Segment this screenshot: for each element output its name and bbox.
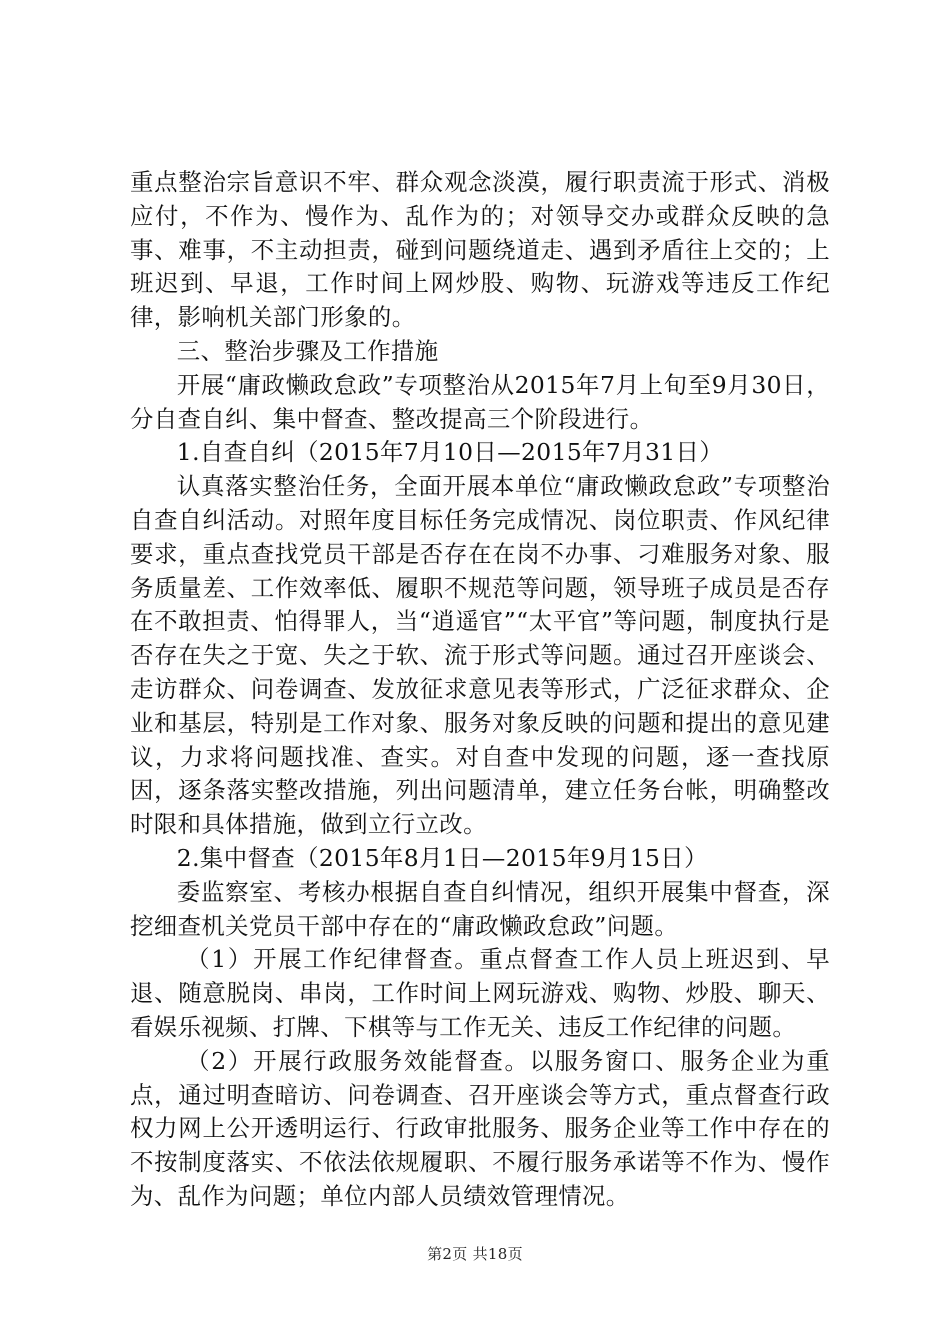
paragraph-rectification-focus: 重点整治宗旨意识不牢、群众观念淡漠，履行职责流于形式、消极应付，不作为、慢作为、乱作为的；对领导交办或群众反映的急事、难事，不主动担责，碰到问题绕道走、遇到矛盾往上交的；上班迟到、早退，工作时间上网炒股、购物、玩游戏等违反工作纪律，影响机关部门形象的。 [130, 168, 830, 332]
paragraph-self-check: 认真落实整治任务，全面开展本单位“庸政懒政怠政”专项整治自查自纠活动。对照年度目标任务完成情况、岗位职责、作风纪律要求，重点查找党员干部是否存在在岗不办事、刁难服务对象、服务质量差、工作效率低、履职不规范等问题，领导班子成员是否存在不敢担责、怕得罪人，当“逍遥官”“太平官”等问题，制度执行是否存在失之于宽、失之于软、流于形式等问题。通过召开座谈会、走访群众、问卷调查、发放征求意见表等形式，广泛征求群众、企业和基层，特别是工作对象、服务对象反映的问题和提出的意见建议，力求将问题找准、查实。对自查中发现的问题，逐一查找原因，逐条落实整改措施，列出问题清单，建立任务台帐，明确整改时限和具体措施，做到立行立改。 [130, 472, 830, 839]
paragraph-service-efficiency-inspection: （2）开展行政服务效能督查。以服务窗口、服务企业为重点，通过明查暗访、问卷调查、召开座谈会等方式，重点督查行政权力网上公开透明运行、行政审批服务、服务企业等工作中存在的不按制度落实、不依法依规履职、不履行服务承诺等不作为、慢作为、乱作为问题；单位内部人员绩效管理情况。 [130, 1046, 830, 1210]
paragraph-discipline-inspection: （1）开展工作纪律督查。重点督查工作人员上班迟到、早退、随意脱岗、串岗，工作时间上网玩游戏、购物、炒股、聊天、看娱乐视频、打牌、下棋等与工作无关、违反工作纪律的问题。 [130, 945, 830, 1041]
stage-heading-self-check: 1.自查自纠（2015年7月10日—2015年7月31日） [176, 438, 724, 467]
page-number-footer: 第2页 共18页 [427, 1245, 523, 1263]
stage-heading-inspection: 2.集中督查（2015年8月1日—2015年9月15日） [176, 843, 708, 872]
document-body [130, 166, 830, 1214]
paragraph-inspection: 委监察室、考核办根据自查自纠情况，组织开展集中督查，深挖细查机关党员干部中存在的“庸政懒政怠政”问题。 [130, 877, 830, 940]
section-heading-steps: 三、整治步骤及工作措施 [176, 336, 439, 365]
paragraph-schedule: 开展“庸政懒政怠政”专项整治从2015年7月上旬至9月30日，分自查自纠、集中督查、整改提高三个阶段进行。 [130, 370, 830, 433]
